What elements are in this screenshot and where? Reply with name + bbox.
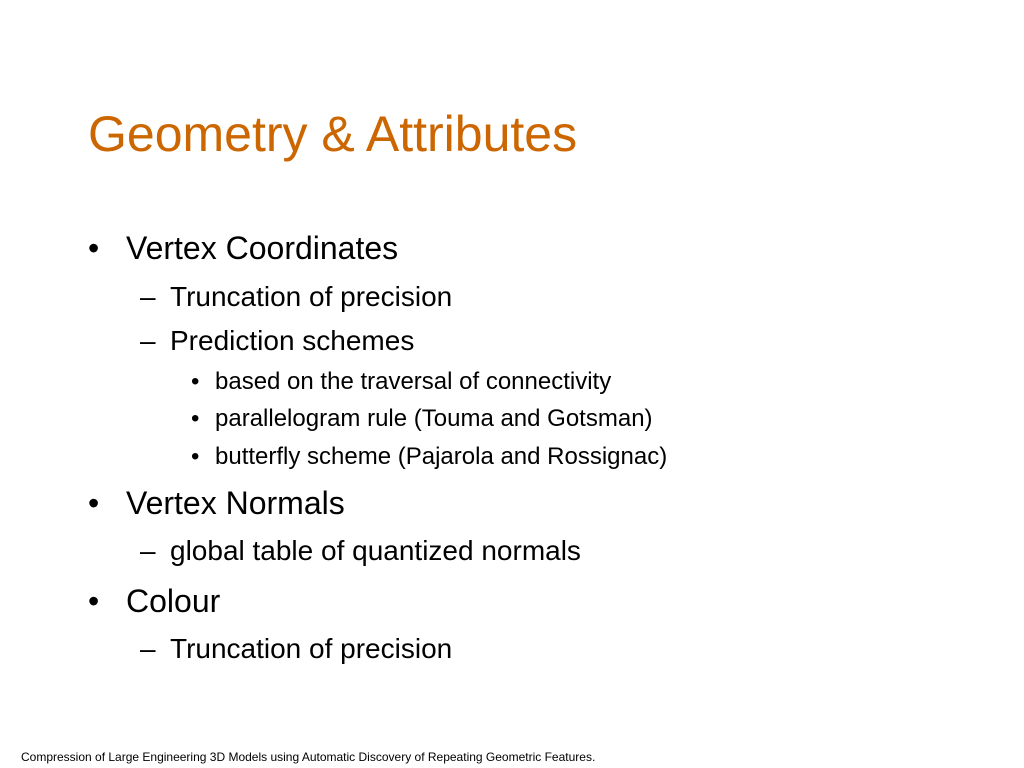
sub-bullet-item [140, 534, 581, 568]
bullet-marker: • [191, 368, 200, 395]
bullet-item [88, 582, 221, 620]
slide-footer: Compression of Large Engineering 3D Models using Automatic Discovery of Repeating Geometric Features. [21, 750, 596, 764]
dash-marker: – [140, 633, 156, 664]
bullet-item [88, 484, 345, 522]
bullet-item [88, 229, 399, 267]
sub-sub-bullet-item [191, 443, 668, 471]
sub-bullet-text: Prediction schemes [170, 325, 415, 356]
sub-bullet-text: Truncation of precision [170, 633, 453, 664]
sub-bullet-item [140, 324, 415, 358]
dash-marker: – [140, 535, 156, 566]
bullet-text: Vertex Normals [126, 485, 345, 521]
bullet-marker: • [191, 405, 200, 432]
sub-sub-bullet-text: based on the traversal of connectivity [215, 368, 612, 395]
dash-marker: – [140, 281, 156, 312]
sub-sub-bullet-text: butterfly scheme (Pajarola and Rossignac) [215, 443, 668, 470]
bullet-text: Vertex Coordinates [126, 230, 399, 266]
bullet-marker: • [88, 230, 100, 266]
sub-bullet-text: global table of quantized normals [170, 535, 581, 566]
bullet-text: Colour [126, 583, 221, 619]
bullet-marker: • [191, 443, 200, 470]
bullet-marker: • [88, 485, 100, 521]
bullet-marker: • [88, 583, 100, 619]
slide-title: Geometry & Attributes [88, 106, 578, 162]
sub-bullet-item [140, 632, 453, 666]
sub-sub-bullet-text: parallelogram rule (Touma and Gotsman) [215, 405, 653, 432]
sub-bullet-text: Truncation of precision [170, 281, 453, 312]
dash-marker: – [140, 325, 156, 356]
sub-bullet-item [140, 280, 453, 314]
sub-sub-bullet-item [191, 405, 653, 433]
sub-sub-bullet-item [191, 368, 612, 396]
